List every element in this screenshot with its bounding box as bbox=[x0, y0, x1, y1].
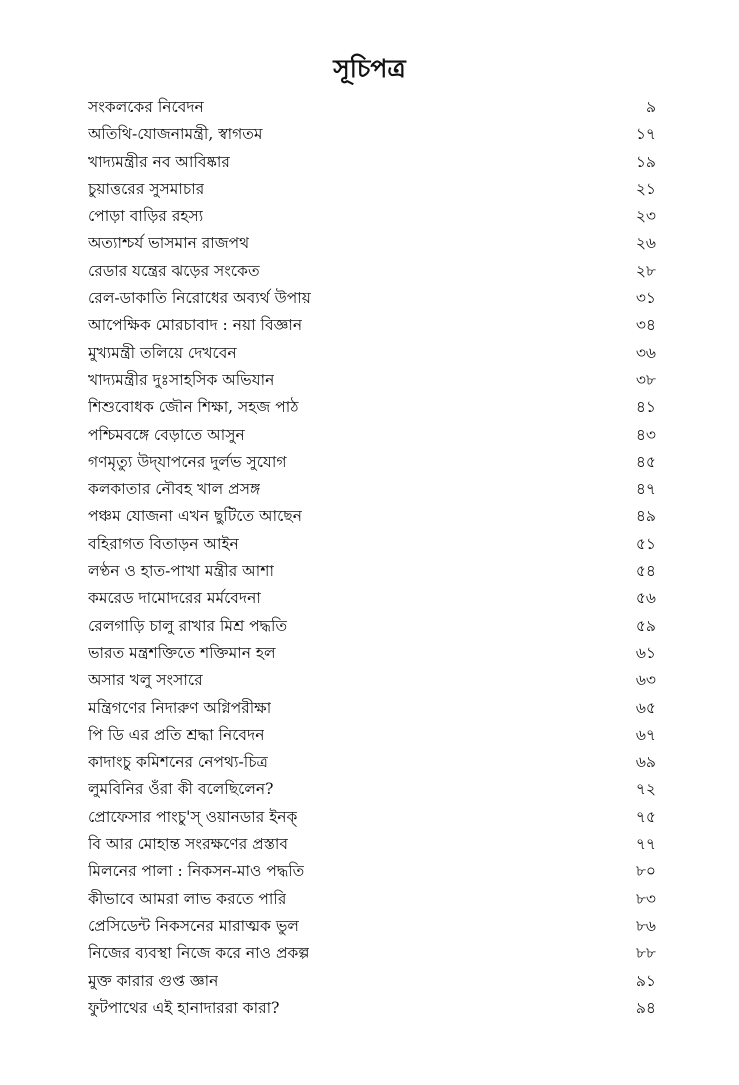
toc-entry bbox=[88, 558, 656, 585]
toc-entry-title: অতিথি-যোজনামন্ত্রী, স্বাগতম bbox=[88, 125, 263, 144]
toc-entry-title: পঞ্চম যোজনা এখন ছুটিতে আছেন bbox=[88, 507, 303, 526]
toc-entry-page-number: ২৮ bbox=[635, 261, 656, 280]
toc-entry bbox=[88, 831, 656, 858]
toc-entry-title: লণ্ঠন ও হাত-পাখা মন্ত্রীর আশা bbox=[88, 562, 274, 581]
toc-entry bbox=[88, 503, 656, 530]
toc-entry-title: কমরেড দামোদরের মর্মবেদনা bbox=[88, 589, 261, 608]
toc-entry-title: প্রেসিডেন্ট নিকসনের মারাত্মক ভুল bbox=[88, 916, 299, 935]
toc-entry bbox=[88, 585, 656, 612]
toc-entry-page-number: ৫৬ bbox=[635, 589, 656, 608]
toc-entry-title: শিশুবোধক জৌন শিক্ষা, সহজ পাঠ bbox=[88, 398, 299, 417]
toc-entry bbox=[88, 149, 656, 176]
toc-entry-title: মুক্ত কারার গুপ্ত জ্ঞান bbox=[88, 971, 219, 990]
toc-entry-title: রেডার যন্ত্রের ঝড়ের সংকেত bbox=[88, 261, 260, 280]
toc-entry-page-number: ৬৫ bbox=[635, 698, 656, 717]
toc-entry-title: মিলনের পালা : নিকসন-মাও পদ্ধতি bbox=[88, 862, 305, 881]
toc-entry-title: রেল-ডাকাতি নিরোধের অব্যর্থ উপায় bbox=[88, 289, 311, 308]
toc-entry-title: রেলগাড়ি চালু রাখার মিশ্র পদ্ধতি bbox=[88, 616, 288, 635]
toc-entry bbox=[88, 285, 656, 312]
toc-entry-title: ভারত মন্ত্রশক্তিতে শক্তিমান হল bbox=[88, 643, 276, 662]
toc-entry bbox=[88, 340, 656, 367]
toc-entry-page-number: ২৬ bbox=[635, 234, 656, 253]
toc-entry-page-number: ৪১ bbox=[635, 398, 656, 417]
toc-entry-title: পি ডি এর প্রতি শ্রদ্ধা নিবেদন bbox=[88, 725, 265, 744]
toc-entry bbox=[88, 422, 656, 449]
toc-entry-page-number: ৬৯ bbox=[635, 753, 656, 772]
toc-entry-title: কাদাংচু কমিশনের নেপথ্য-চিত্র bbox=[88, 753, 268, 772]
toc-entry-title: সংকলকের নিবেদন bbox=[88, 98, 204, 116]
toc-entry bbox=[88, 667, 656, 694]
toc-entry bbox=[88, 476, 656, 503]
toc-entry bbox=[88, 613, 656, 640]
toc-entry bbox=[88, 394, 656, 421]
toc-entry bbox=[88, 913, 656, 940]
toc-entry bbox=[88, 640, 656, 667]
toc-entry-title: মুখ্যমন্ত্রী তলিয়ে দেখবেন bbox=[88, 343, 237, 362]
toc-entry-page-number: ৮৬ bbox=[635, 916, 656, 935]
toc-entry-title: অসার খলু সংসারে bbox=[88, 671, 203, 690]
page-title: সূচিপত্র bbox=[333, 54, 406, 83]
toc-entry bbox=[88, 312, 656, 339]
toc-entry-title: নিজের ব্যবস্থা নিজে করে নাও প্রকল্প bbox=[88, 944, 310, 963]
toc-entry bbox=[88, 121, 656, 148]
toc-entry-page-number: ৬৭ bbox=[635, 725, 656, 744]
toc-entry-title: খাদ্যমন্ত্রীর নব আবিষ্কার bbox=[88, 152, 230, 171]
toc-entry-page-number: ৯৪ bbox=[635, 998, 656, 1017]
toc-entry bbox=[88, 886, 656, 913]
toc-entry-title: কলকাতার নৌবহ খাল প্রসঙ্গ bbox=[88, 480, 261, 499]
toc-entry-title: প্রোফেসার পাংচু'স্ ওয়ানডার ইনক্ bbox=[88, 807, 298, 826]
toc-entry bbox=[88, 94, 656, 121]
toc-entry-page-number: ৫১ bbox=[635, 534, 656, 553]
toc-entry bbox=[88, 449, 656, 476]
toc-entry-page-number: ৭৫ bbox=[635, 807, 656, 826]
toc-entry-title: পোড়া বাড়ির রহস্য bbox=[88, 207, 204, 226]
toc-entry-title: মন্ত্রিগণের নিদারুণ অগ্নিপরীক্ষা bbox=[88, 698, 272, 717]
toc-entry-page-number: ৯ bbox=[645, 98, 656, 116]
toc-entry-page-number: ৬১ bbox=[635, 643, 656, 662]
toc-entry-title: বি আর মোহান্ত সংরক্ষণের প্রস্তাব bbox=[88, 835, 289, 854]
toc-entry-title: চুয়াত্তরের সুসমাচার bbox=[88, 179, 205, 198]
toc-entry-page-number: ৪৫ bbox=[635, 452, 656, 471]
toc-entry-title: কীভাবে আমরা লাভ করতে পারি bbox=[88, 889, 287, 908]
toc-entry bbox=[88, 776, 656, 803]
toc-entry-page-number: ৩৪ bbox=[635, 316, 656, 335]
toc-entry bbox=[88, 230, 656, 257]
toc-entry-page-number: ৭৭ bbox=[635, 835, 656, 854]
toc-entry-page-number: ৬৩ bbox=[635, 671, 656, 690]
toc-entry-title: পশ্চিমবঙ্গে বেড়াতে আসুন bbox=[88, 425, 245, 444]
toc-entry-page-number: ১৭ bbox=[635, 125, 656, 144]
toc-entry-page-number: ৩১ bbox=[635, 289, 656, 308]
toc-entry-page-number: ৭২ bbox=[635, 780, 656, 799]
toc-entry-page-number: ৪৭ bbox=[635, 480, 656, 499]
toc-entry-page-number: ৪৩ bbox=[635, 425, 656, 444]
toc-entry-page-number: ২১ bbox=[635, 179, 656, 198]
toc-entry bbox=[88, 176, 656, 203]
toc-entry-title: ফুটপাথের এই হানাদাররা কারা? bbox=[88, 998, 280, 1017]
toc-entry-page-number: ৩৬ bbox=[635, 343, 656, 362]
toc-entry bbox=[88, 722, 656, 749]
toc-entry bbox=[88, 258, 656, 285]
toc-entry-title: আপেক্ষিক মোরচাবাদ : নয়া বিজ্ঞান bbox=[88, 316, 303, 335]
toc-entry-title: অত্যাশ্চর্য ভাসমান রাজপথ bbox=[88, 234, 250, 253]
toc-entry bbox=[88, 695, 656, 722]
toc-entry-page-number: ৩৮ bbox=[635, 370, 656, 389]
toc-entry-page-number: ২৩ bbox=[635, 207, 656, 226]
toc-entry-title: বহিরাগত বিতাড়ন আইন bbox=[88, 534, 239, 553]
toc-entry bbox=[88, 804, 656, 831]
toc-entry-page-number: ৫৯ bbox=[635, 616, 656, 635]
toc-entry bbox=[88, 531, 656, 558]
toc-entry bbox=[88, 940, 656, 967]
toc-entry bbox=[88, 995, 656, 1022]
toc-entry bbox=[88, 749, 656, 776]
toc-entry-title: খাদ্যমন্ত্রীর দুঃসাহসিক অভিযান bbox=[88, 370, 275, 389]
toc-entry-page-number: ৮০ bbox=[635, 862, 656, 881]
toc-entry-title: গণমৃত্যু উদ্‌যাপনের দুর্লভ সুযোগ bbox=[88, 452, 287, 471]
toc-entry-title: লুমবিনির ওঁরা কী বলেছিলেন? bbox=[88, 780, 274, 799]
toc-entry-page-number: ৯১ bbox=[635, 971, 656, 990]
toc-entry-page-number: ৪৯ bbox=[635, 507, 656, 526]
toc-entry bbox=[88, 203, 656, 230]
table-of-contents bbox=[88, 94, 656, 1022]
toc-entry bbox=[88, 858, 656, 885]
toc-entry-page-number: ৫৪ bbox=[635, 562, 656, 581]
toc-entry bbox=[88, 367, 656, 394]
toc-entry-page-number: ৮৩ bbox=[635, 889, 656, 908]
toc-entry-page-number: ১৯ bbox=[635, 152, 656, 171]
toc-entry-page-number: ৮৮ bbox=[635, 944, 656, 963]
toc-entry bbox=[88, 968, 656, 995]
